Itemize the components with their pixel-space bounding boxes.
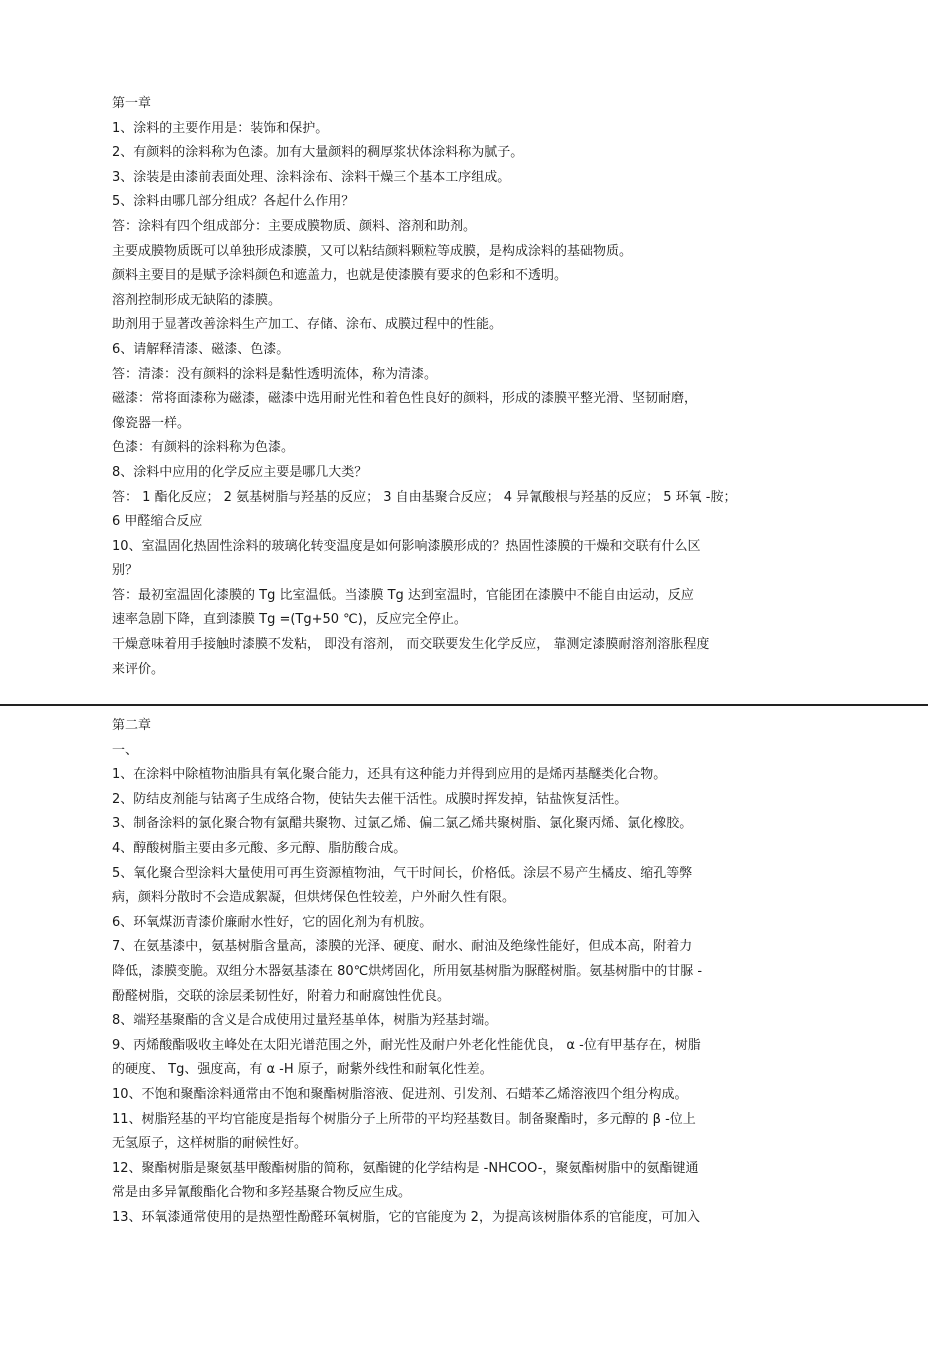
text-line: 答：最初室温固化漆膜的 Tg 比室温低。当漆膜 Tg 达到室温时，官能团在漆膜中不能自由运动，反应 [112,587,694,603]
text-line: 常是由多异氰酸酯化合物和多羟基聚合物反应生成。 [112,1185,412,1201]
chapter-title: 第一章 [112,96,152,111]
text-line: 磁漆：常将面漆称为磁漆，磁漆中选用耐光性和着色性良好的颜料，形成的漆膜平整光滑、坚韧耐磨， [112,391,698,407]
text-line: 12、聚酯树脂是聚氨基甲酸酯树脂的简称，氨酯键的化学结构是 -NHCOO-，聚氨酯树脂中的氨酯键通 [112,1160,699,1176]
text-line: 2、防结皮剂能与钴离子生成络合物，使钴失去催干活性。成膜时挥发掉，钴盐恢复活性。 [112,791,628,807]
text-line: 颜料主要目的是赋予涂料颜色和遮盖力，也就是使漆膜有要求的色彩和不透明。 [112,268,568,284]
text-line: 5、氧化聚合型涂料大量使用可再生资源植物油，气干时间长，价格低。涂层不易产生橘皮、缩孔等弊 [112,865,693,881]
text-line: 13、环氧漆通常使用的是热塑性酚醛环氧树脂，它的官能度为 2，为提高该树脂体系的官能度，可加入 [112,1209,700,1225]
text-line: 答： 1 酯化反应； 2 氨基树脂与羟基的反应； 3 自由基聚合反应； 4 异氰酸根与羟基的反应； 5 环氧 -胺； [112,489,737,505]
text-line: 6 甲醛缩合反应 [112,514,203,530]
text-line: 4、醇酸树脂主要由多元酸、多元醇、脂肪酸合成。 [112,840,407,856]
text-line: 9、丙烯酸酯吸收主峰处在太阳光谱范围之外，耐光性及耐户外老化性能优良， α -位有甲基存在，树脂 [112,1037,701,1053]
text-line: 速率急剧下降，直到漆膜 Tg =(Tg+50 ℃)，反应完全停止。 [112,612,467,628]
text-line: 3、涂装是由漆前表面处理、涂料涂布、涂料干燥三个基本工序组成。 [112,169,511,185]
text-line: 别？ [112,563,139,579]
text-line: 像瓷器一样。 [112,415,191,431]
text-line: 酚醛树脂，交联的涂层柔韧性好，附着力和耐腐蚀性优良。 [112,988,451,1004]
text-line: 降低，漆膜变脆。双组分木器氨基漆在 80℃烘烤固化，所用氨基树脂为脲醛树脂。氨基树脂中的甘脲 - [112,963,703,979]
text-line: 的硬度、 Tg、强度高，有 α -H 原子，耐紫外线性和耐氧化性差。 [112,1062,493,1078]
text-line: 主要成膜物质既可以单独形成漆膜，又可以粘结颜料颗粒等成膜，是构成涂料的基础物质。 [112,243,633,259]
text-line: 病，颜料分散时不会造成絮凝，但烘烤保色性较差，户外耐久性有限。 [112,890,516,906]
text-line: 色漆：有颜料的涂料称为色漆。 [112,440,295,456]
text-line: 一、 [112,742,139,758]
text-line: 5、涂料由哪几部分组成？各起什么作用？ [112,194,355,210]
text-line: 7、在氨基漆中，氨基树脂含量高，漆膜的光泽、硬度、耐水、耐油及绝缘性能好，但成本高，附着力 [112,939,693,955]
text-line: 10、室温固化热固性涂料的玻璃化转变温度是如何影响漆膜形成的？热固性漆膜的干燥和交联有什么区 [112,538,701,554]
chapter-title: 第二章 [112,718,152,733]
text-line: 8、端羟基聚酯的含义是合成使用过量羟基单体，树脂为羟基封端。 [112,1013,498,1029]
text-line: 6、环氧煤沥青漆价廉耐水性好，它的固化剂为有机胺。 [112,914,433,930]
text-line: 6、请解释清漆、磁漆、色漆。 [112,341,290,357]
section-divider [0,704,928,706]
text-line: 2、有颜料的涂料称为色漆。加有大量颜料的稠厚浆状体涂料称为腻子。 [112,145,524,161]
text-line: 11、树脂羟基的平均官能度是指每个树脂分子上所带的平均羟基数目。制备聚酯时，多元醇的 β -位上 [112,1111,696,1127]
text-line: 1、涂料的主要作用是：装饰和保护。 [112,120,329,136]
text-line: 10、不饱和聚酯涂料通常由不饱和聚酯树脂溶液、促进剂、引发剂、石蜡苯乙烯溶液四个组分构成。 [112,1086,688,1102]
text-line: 无氢原子，这样树脂的耐候性好。 [112,1136,308,1152]
text-line: 溶剂控制形成无缺陷的漆膜。 [112,292,282,308]
chapter-2-section [112,714,872,1230]
text-line: 答：涂料有四个组成部分：主要成膜物质、颜料、溶剂和助剂。 [112,218,477,234]
text-line: 干燥意味着用手接触时漆膜不发粘， 即没有溶剂， 而交联要发生化学反应， 靠测定漆膜耐溶剂溶胀程度 [112,637,710,653]
chapter-1-section [112,92,872,682]
text-line: 8、涂料中应用的化学反应主要是哪几大类？ [112,464,368,480]
text-line: 1、在涂料中除植物油脂具有氧化聚合能力，还具有这种能力并得到应用的是烯丙基醚类化合物。 [112,767,667,783]
text-line: 答：清漆：没有颜料的涂料是黏性透明流体，称为清漆。 [112,366,438,382]
text-line: 助剂用于显著改善涂料生产加工、存储、涂布、成膜过程中的性能。 [112,317,503,333]
text-line: 3、制备涂料的氯化聚合物有氯醋共聚物、过氯乙烯、偏二氯乙烯共聚树脂、氯化聚丙烯、氯化橡胶。 [112,816,693,832]
text-line: 来评价。 [112,661,165,677]
